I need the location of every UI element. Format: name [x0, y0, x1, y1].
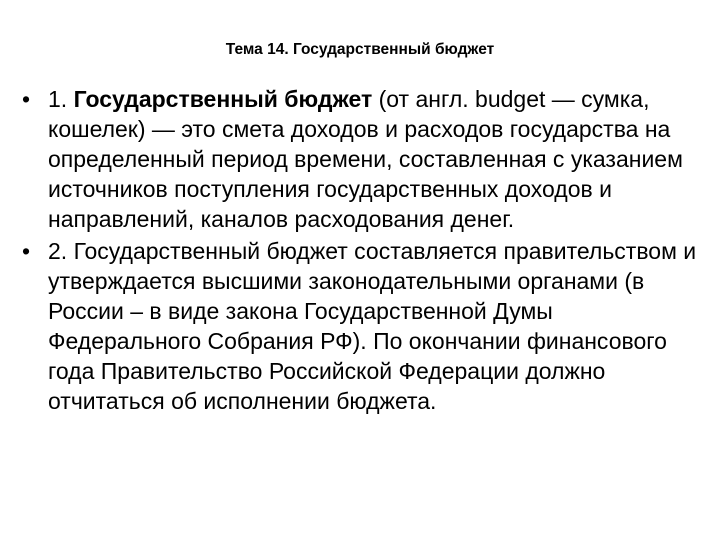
- item-number: 2.: [48, 238, 68, 264]
- bullet-list: [22, 84, 702, 418]
- item-text: Государственный бюджет составляется правительством и утверждается высшими законодательными органами (в России – в виде закона Государственной Думы Федерального Собрания РФ). По окончании финансового года Правительство Российской Федерации должно отчитаться об исполнении бюджета.: [48, 238, 697, 414]
- bullet-icon: •: [22, 86, 31, 112]
- slide-title: Тема 14. Государственный бюджет: [225, 41, 495, 58]
- list-item: [22, 236, 702, 416]
- bullet-icon: •: [22, 238, 31, 264]
- list-item: [22, 84, 702, 234]
- item-number: 1.: [48, 86, 68, 112]
- item-text: (от англ. budget — сумка, кошелек) — это смета доходов и расходов государства на определенный период времени, составленная с указанием источников поступления государственных доходов и направлений, каналов расходования денег.: [48, 86, 683, 232]
- item-term: Государственный бюджет: [73, 86, 373, 112]
